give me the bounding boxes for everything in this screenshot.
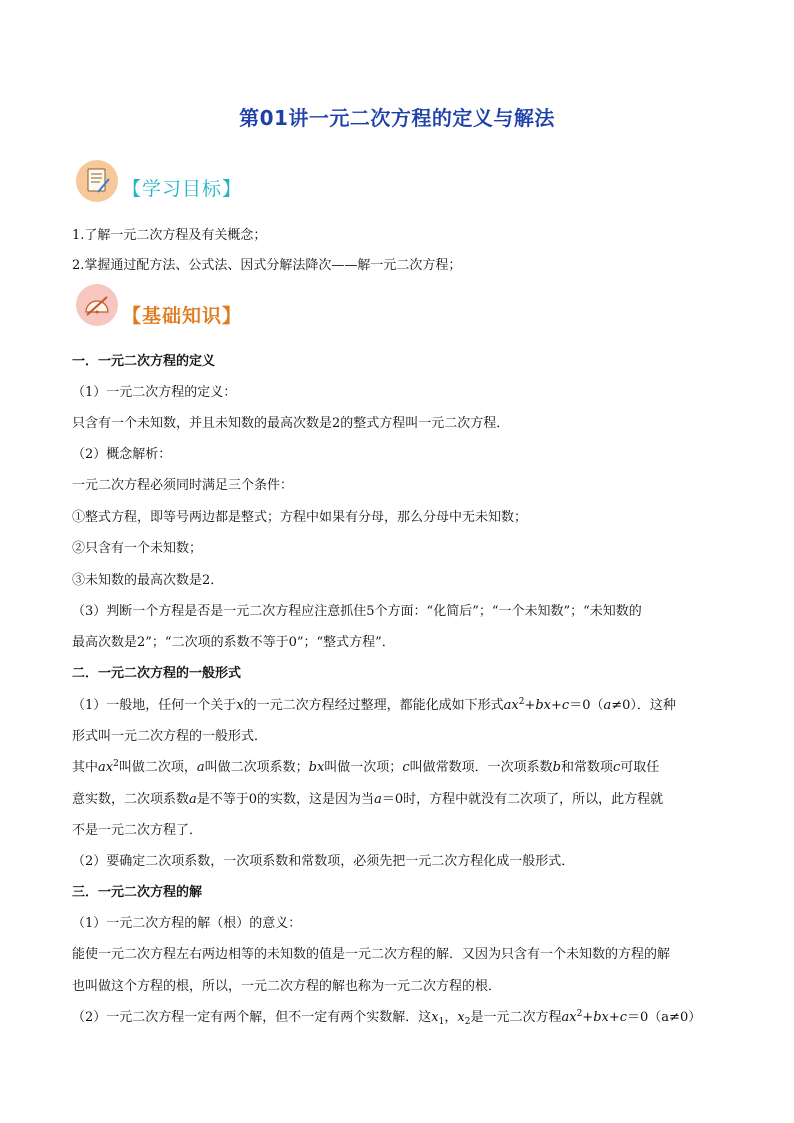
paragraph: 意实数，二次项系数a是不等于0的实数，这是因为当a＝0时，方程中就没有二次项了，所以，此方程就 (72, 792, 664, 807)
paragraph: （3）判断一个方程是否是一元二次方程应注意抓住5个方面：“化简后”；“一个未知数”；“未知数的 (72, 604, 642, 619)
paragraph: 一元二次方程必须同时满足三个条件： (72, 478, 294, 493)
section-title: 三．一元二次方程的解 (72, 885, 203, 900)
notebook-icon (76, 160, 118, 202)
basic-knowledge-header (76, 284, 316, 336)
paragraph: （1）一元二次方程的解（根）的意义： (72, 916, 302, 931)
paragraph: 形式叫一元二次方程的一般形式． (72, 729, 268, 744)
section-title: 一．一元二次方程的定义 (72, 354, 216, 369)
paragraph: 最高次数是2”；“二次项的系数不等于0”；“整式方程”． (72, 635, 395, 650)
page-title: 第01讲一元二次方程的定义与解法 (239, 106, 555, 130)
protractor-icon (76, 284, 118, 326)
list-item: ①整式方程，即等号两边都是整式；方程中如果有分母，那么分母中无未知数； (72, 510, 528, 525)
learning-goals-heading: 【学习目标】 (122, 178, 243, 200)
paragraph: （2）一元二次方程一定有两个解，但不一定有两个实数解．这$x_1$，$x_2$是一元二次方程$ax^2+bx+c=0(a\ne 0)$ (72, 1009, 702, 1027)
paragraph: 能使一元二次方程左右两边相等的未知数的值是一元二次方程的解．又因为只含有一个未知数的方程的解 (72, 947, 671, 962)
paragraph: 也叫做这个方程的根，所以，一元二次方程的解也称为一元二次方程的根． (72, 979, 502, 994)
paragraph: （2）概念解析： (72, 447, 172, 462)
basic-knowledge-heading: 【基础知识】 (122, 305, 243, 327)
paragraph: （2）要确定二次项系数，一次项系数和常数项，必须先把一元二次方程化成一般形式． (72, 854, 575, 869)
paragraph: （1）一般地，任何一个关于x的一元二次方程经过整理，都能化成如下形式$ax^2+bx+c=0(a\ne 0)$．这种 (72, 697, 676, 713)
learning-goals-header (76, 160, 316, 212)
section-title: 二．一元二次方程的一般形式 (72, 666, 242, 681)
goal-item: 2.掌握通过配方法、公式法、因式分解法降次——解一元二次方程； (72, 258, 462, 273)
paragraph: 只含有一个未知数，并且未知数的最高次数是2的整式方程叫一元二次方程． (72, 416, 510, 431)
list-item: ②只含有一个未知数； (72, 541, 203, 556)
paragraph: 不是一元二次方程了． (72, 823, 203, 838)
paragraph: （1）一元二次方程的定义： (72, 385, 237, 400)
goal-item: 1.了解一元二次方程及有关概念； (72, 228, 267, 243)
paragraph: 其中$ax^2$叫做二次项，a叫做二次项系数；bx叫做一次项；c叫做常数项．一次项系数b和常数项c可取任 (72, 759, 660, 775)
list-item: ③未知数的最高次数是2． (72, 573, 224, 588)
